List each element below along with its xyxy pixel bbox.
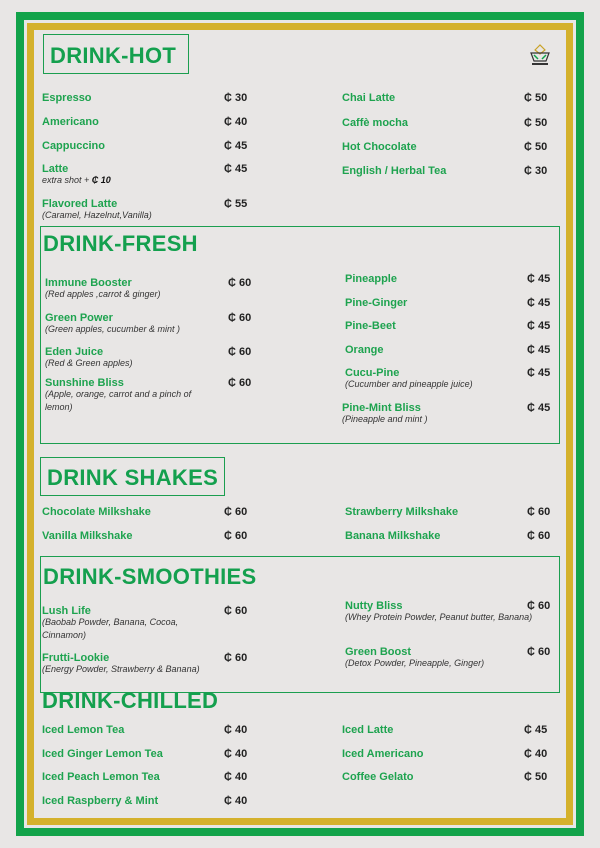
item-name: Hot Chocolate (342, 141, 417, 153)
item-name: Sunshine Bliss (45, 377, 124, 389)
item-description (42, 616, 217, 642)
extra-price: ₵ 10 (91, 175, 111, 185)
item-description (45, 323, 220, 336)
item-name: Pine-Ginger (345, 297, 408, 309)
item-name: Pineapple (345, 273, 397, 285)
item-name: Lush Life (42, 605, 91, 617)
section-title-smoothies: DRINK-SMOOTHIES (43, 564, 257, 589)
item-price: ₵ 60 (527, 600, 551, 612)
description-text: extra shot + (42, 175, 92, 185)
item-price: ₵ 30 (224, 92, 248, 104)
item-price: ₵ 45 (527, 320, 551, 332)
description-text: (Apple, orange, carrot and a pinch of lemon) (45, 389, 192, 412)
item-price: ₵ 45 (224, 163, 248, 175)
item-price: ₵ 45 (524, 724, 548, 736)
item-description (42, 209, 217, 222)
item-name: Espresso (42, 92, 92, 104)
item-name: Iced Lemon Tea (42, 724, 125, 736)
item-price: ₵ 60 (527, 506, 551, 518)
description-text: (Caramel, Hazelnut,Vanilla) (42, 210, 152, 220)
item-description (342, 413, 532, 426)
item-name: Nutty Bliss (345, 600, 403, 612)
item-description (345, 378, 535, 391)
section-title-hot: DRINK-HOT (50, 43, 177, 68)
item-name: Pine-Mint Bliss (342, 402, 421, 414)
item-name: Eden Juice (45, 346, 104, 358)
item-price: ₵ 45 (527, 367, 551, 379)
description-text: (Whey Protein Powder, Peanut butter, Banana) (345, 612, 533, 622)
item-name: Chocolate Milkshake (42, 506, 151, 518)
item-price: ₵ 60 (224, 605, 248, 617)
description-text: (Pineapple and mint ) (342, 414, 428, 424)
item-price: ₵ 60 (228, 312, 252, 324)
item-name: Iced Raspberry & Mint (42, 795, 159, 807)
item-description (45, 388, 220, 414)
item-name: Iced Peach Lemon Tea (42, 771, 160, 783)
description-text: (Green apples, cucumber & mint ) (45, 324, 181, 334)
description-text: (Red & Green apples) (45, 358, 133, 368)
item-price: ₵ 40 (224, 795, 248, 807)
item-name: Pine-Beet (345, 320, 396, 332)
section-title-shakes: DRINK SHAKES (47, 465, 219, 490)
item-price: ₵ 45 (527, 273, 551, 285)
description-text: (Red apples ,carrot & ginger) (45, 289, 161, 299)
item-price: ₵ 50 (524, 92, 548, 104)
item-price: ₵ 45 (527, 402, 551, 414)
item-name: Latte (42, 163, 69, 175)
item-price: ₵ 40 (224, 748, 248, 760)
item-name: Strawberry Milkshake (345, 506, 459, 518)
description-text: (Energy Powder, Strawberry & Banana) (42, 664, 200, 674)
item-description (42, 174, 217, 187)
item-price: ₵ 30 (524, 165, 548, 177)
section-title-chilled: DRINK-CHILLED (42, 688, 219, 713)
item-price: ₵ 50 (524, 141, 548, 153)
item-price: ₵ 60 (224, 530, 248, 542)
item-name: Coffee Gelato (342, 771, 414, 783)
item-price: ₵ 40 (224, 724, 248, 736)
description-text: (Cucumber and pineapple juice) (345, 379, 473, 389)
item-name: Immune Booster (45, 277, 132, 289)
item-description (45, 288, 220, 301)
item-name: Flavored Latte (42, 198, 118, 210)
item-price: ₵ 50 (524, 771, 548, 783)
item-name: Iced Ginger Lemon Tea (42, 748, 163, 760)
description-text: (Baobab Powder, Banana, Cocoa, Cinnamon) (42, 617, 179, 640)
item-name: Vanilla Milkshake (42, 530, 133, 542)
item-price: ₵ 45 (527, 344, 551, 356)
item-price: ₵ 60 (228, 277, 252, 289)
cup-logo-icon (527, 42, 553, 68)
item-price: ₵ 40 (224, 771, 248, 783)
item-name: Cappuccino (42, 140, 105, 152)
item-name: Orange (345, 344, 384, 356)
item-price: ₵ 45 (224, 140, 248, 152)
item-name: Green Boost (345, 646, 412, 658)
description-text: (Detox Powder, Pineapple, Ginger) (345, 658, 485, 668)
item-name: English / Herbal Tea (342, 165, 447, 177)
item-name: Caffè mocha (342, 117, 409, 129)
section-title-fresh: DRINK-FRESH (43, 231, 198, 256)
item-description (45, 357, 220, 370)
item-description (345, 657, 535, 670)
item-name: Banana Milkshake (345, 530, 441, 542)
item-price: ₵ 60 (228, 346, 252, 358)
item-price: ₵ 60 (527, 530, 551, 542)
item-name: Iced Latte (342, 724, 394, 736)
item-name: Frutti-Lookie (42, 652, 110, 664)
item-price: ₵ 60 (224, 652, 248, 664)
item-price: ₵ 55 (224, 198, 248, 210)
item-price: ₵ 60 (228, 377, 252, 389)
item-name: Chai Latte (342, 92, 396, 104)
item-price: ₵ 45 (527, 297, 551, 309)
item-name: Iced Americano (342, 748, 424, 760)
item-description (345, 611, 535, 624)
item-description (42, 663, 217, 676)
item-name: Americano (42, 116, 99, 128)
item-price: ₵ 50 (524, 117, 548, 129)
item-price: ₵ 40 (224, 116, 248, 128)
item-name: Cucu-Pine (345, 367, 400, 379)
item-price: ₵ 60 (527, 646, 551, 658)
item-name: Green Power (45, 312, 113, 324)
item-price: ₵ 40 (524, 748, 548, 760)
item-price: ₵ 60 (224, 506, 248, 518)
